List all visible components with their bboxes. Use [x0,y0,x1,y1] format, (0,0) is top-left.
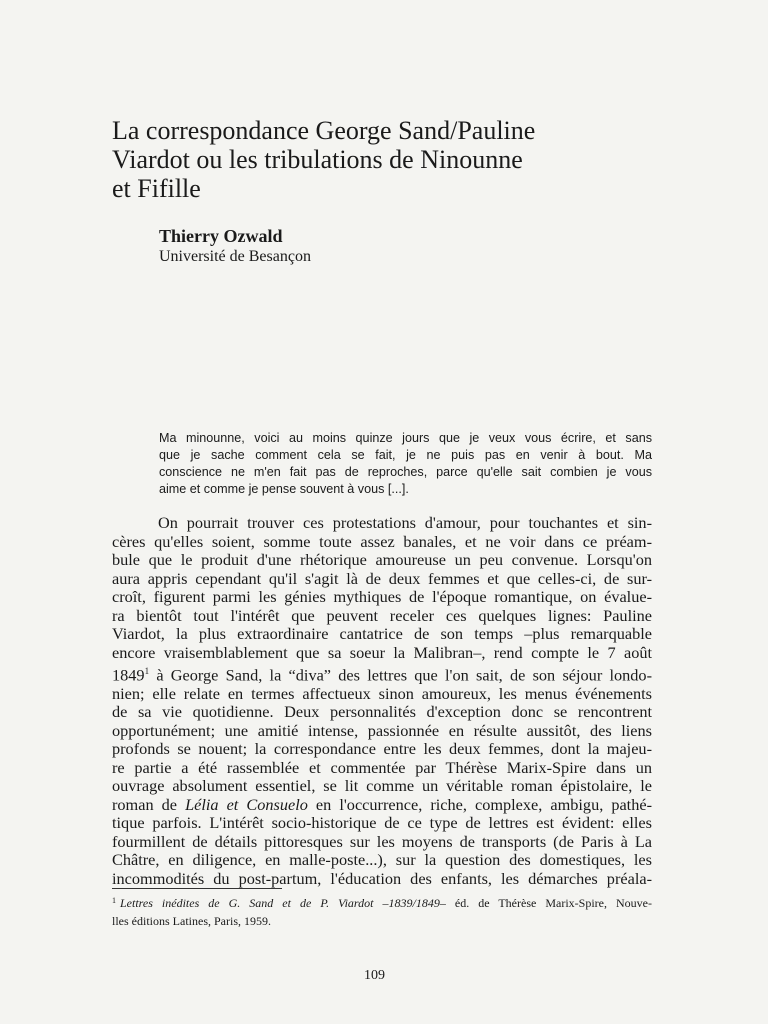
epigraph-line: que je sache comment cela se fait, je ne puis pas en venir à bout. Ma [159,448,652,462]
cited-title: Lettres inédites de G. Sand et de P. Viardot –1839/1849– [120,896,446,910]
body-line [112,796,652,815]
body-line: fourmillent de détails pittoresques sur les moyens de transports (de Paris à La [112,831,652,851]
body-line-rest: à George Sand, la “diva” des lettres que l'on sait, de son séjour londo- [149,665,652,685]
footnote-number: 1 [112,896,116,905]
body-line: On pourrait trouver ces protestations d'amour, pour touchantes et sin- [158,513,652,532]
footnote-divider [112,888,282,889]
body-line: encore vraisemblablement que sa soeur la Malibran–, rend compte le 7 août [112,642,652,662]
article-title [112,116,632,203]
footnote-line [112,894,652,912]
body-line: re partie a été rassemblée et commentée par Thérèse Marix-Spire dans un [112,757,652,777]
author-name: Thierry Ozwald [159,226,283,246]
footnote [112,894,652,930]
body-line: Châtre, en diligence, en malle-poste...), sur la question des domestiques, les [112,850,652,870]
body-line: de sa vie quotidienne. Deux personnalités d'exception donc se rencontrent [112,702,652,722]
body-line-rest: en l'occurrence, riche, complexe, ambigu, pathé- [307,794,652,814]
body-line: cères qu'elles soient, somme toute assez banales, et ne voir dans ce préam- [112,531,652,551]
epigraph-quote [159,430,652,498]
author-affiliation: Université de Besançon [159,248,311,265]
body-paragraph [112,514,652,888]
body-line: opportunément; une amitié intense, passionnée en résulte aussitôt, des liens [112,720,652,740]
body-line: ra bientôt tout l'intérêt que peuvent receler ces quelques lignes: Pauline [112,605,652,625]
page-number: 109 [364,968,385,983]
body-line: tique parfois. L'intérêt socio-historique de ce type de lettres est évident: elles [112,813,652,833]
epigraph-line: conscience ne m'en fait pas de reproches, parce qu'elle sait combien je vous [159,465,652,479]
body-line: bule que le produit d'une rhétorique amoureuse un peu convenue. Lorsqu'on [112,550,652,569]
footnote-text [112,894,652,930]
epigraph-line: Ma minounne, voici au moins quinze jours que je veux vous écrire, et sans [159,431,652,445]
footnote-line: lles éditions Latines, Paris, 1959. [112,914,271,928]
body-line: aura appris cependant qu'il s'agit là de deux femmes et que celles-ci, de sur- [112,568,652,588]
body-line: ouvrage absolument essentiel, se lit comme un véritable roman épistolaire, le [112,776,652,796]
body-line: croît, figurent parmi les génies mythiques de l'époque romantique, on évalue- [112,587,652,606]
body-line-start: roman de [112,794,186,814]
footnote-rest: éd. de Thérèse Marix-Spire, Nouve- [445,896,653,910]
body-line: profonds se nouent; la correspondance entre les deux femmes, dont la majeu- [112,739,652,759]
body-line: incommodités du post-partum, l'éducation des enfants, les démarches préala- [112,868,652,888]
title-line: La correspondance George Sand/Pauline [112,116,536,145]
title-line: Viardot ou les tribulations de Ninounne [112,145,523,174]
footnote-ref[interactable]: 1 [144,666,150,676]
body-line: nien; elle relate en termes affectueux sinon amoureux, les menus événements [112,683,652,703]
epigraph-line: aime et comme je pense souvent à vous [...]. [159,482,409,496]
body-line: Viardot, la plus extraordinaire cantatrice de son temps –plus remarquable [112,624,652,643]
year-text: 1849 [112,665,145,685]
title-line: et Fifille [112,174,201,203]
body-line [112,662,652,685]
work-title: Lélia et Consuelo [185,794,308,814]
